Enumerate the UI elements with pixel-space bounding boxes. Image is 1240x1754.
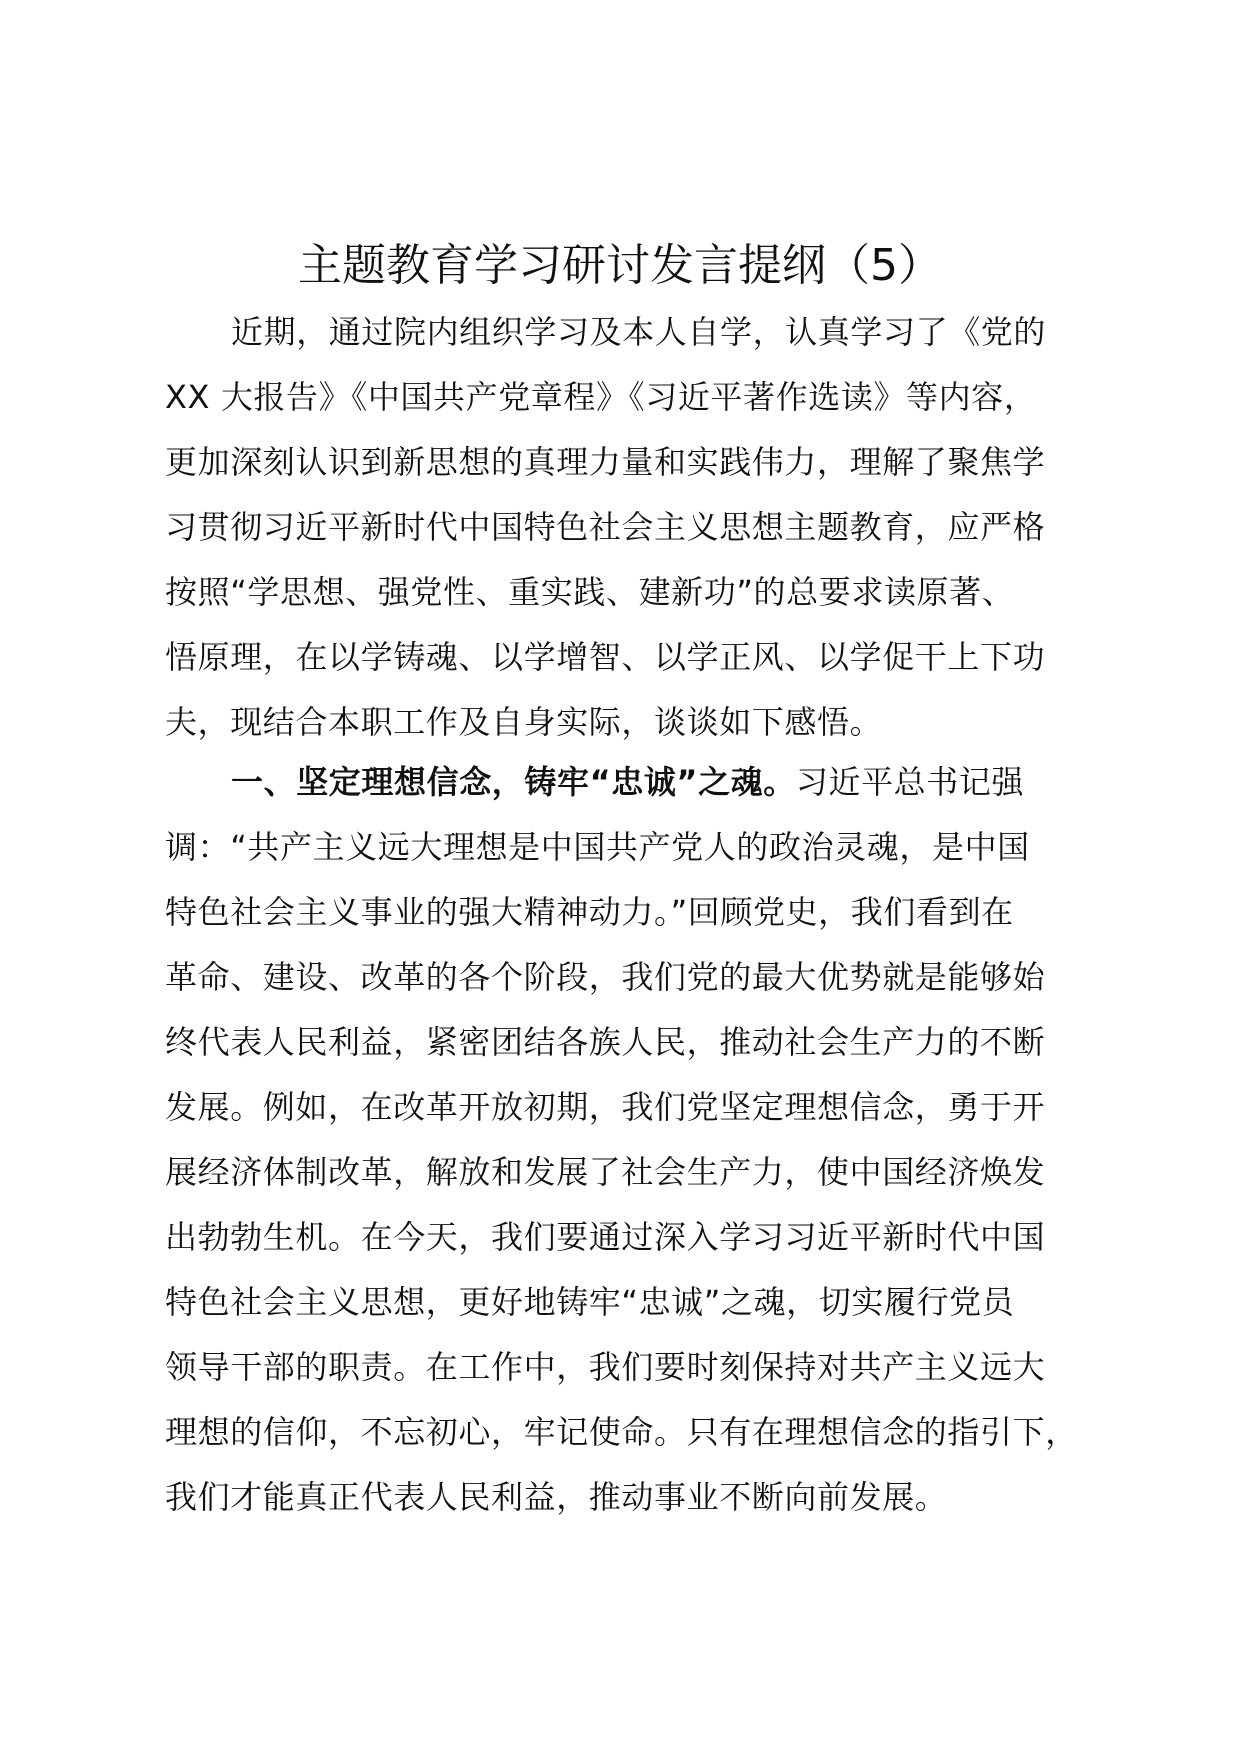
text-line: 革命、建设、改革的各个阶段，我们党的最大优势就是能够始 <box>165 958 1046 996</box>
text-line: 终代表人民利益，紧密团结各族人民，推动社会生产力的不断 <box>165 1023 1046 1061</box>
text-line: 悟原理，在以学铸魂、以学增智、以学正风、以学促干上下功 <box>165 638 1046 676</box>
text-line: 夫，现结合本职工作及自身实际，谈谈如下感悟。 <box>165 703 883 741</box>
text-line: 展经济体制改革，解放和发展了社会生产力，使中国经济焕发 <box>165 1153 1046 1191</box>
text-line: 更加深刻认识到新思想的真理力量和实践伟力，理解了聚焦学 <box>165 443 1046 481</box>
text-line: 理想的信仰，不忘初心，牢记使命。只有在理想信念的指引下， <box>165 1413 1078 1451</box>
paragraph-section-one <box>165 750 1110 1530</box>
text-run: 习近平总书记强 <box>795 763 1025 801</box>
text-line: XX 大报告》《中国共产党章程》《习近平著作选读》等内容， <box>165 378 1037 416</box>
text-line: 习贯彻习近平新时代中国特色社会主义思想主题教育，应严格 <box>165 508 1046 546</box>
text-line: 特色社会主义思想，更好地铸牢“忠诚”之魂，切实履行党员 <box>165 1283 1015 1321</box>
text-line: 出勃勃生机。在今天，我们要通过深入学习习近平新时代中国 <box>165 1218 1046 1256</box>
text-line: 我们才能真正代表人民利益，推动事业不断向前发展。 <box>165 1478 948 1516</box>
text-line: 调：“共产主义远大理想是中国共产党人的政治灵魂，是中国 <box>165 828 1030 866</box>
text-line: 领导干部的职责。在工作中，我们要时刻保持对共产主义远大 <box>165 1348 1046 1386</box>
text-line: 发展。例如，在改革开放初期，我们党坚定理想信念，勇于开 <box>165 1088 1046 1126</box>
text-line <box>165 750 1110 815</box>
text-line: 特色社会主义事业的强大精神动力。”回顾党史，我们看到在 <box>165 893 1014 931</box>
text-line: 近期，通过院内组织学习及本人自学，认真学习了《党的 <box>231 313 1047 351</box>
text-line: 按照“学思想、强党性、重实践、建新功”的总要求读原著、 <box>165 573 1015 611</box>
document-title: 主题教育学习研讨发言提纲（5） <box>298 240 942 291</box>
paragraph-intro <box>165 300 1110 755</box>
section-heading: 一、坚定理想信念，铸牢“忠诚”之魂。 <box>231 763 796 801</box>
